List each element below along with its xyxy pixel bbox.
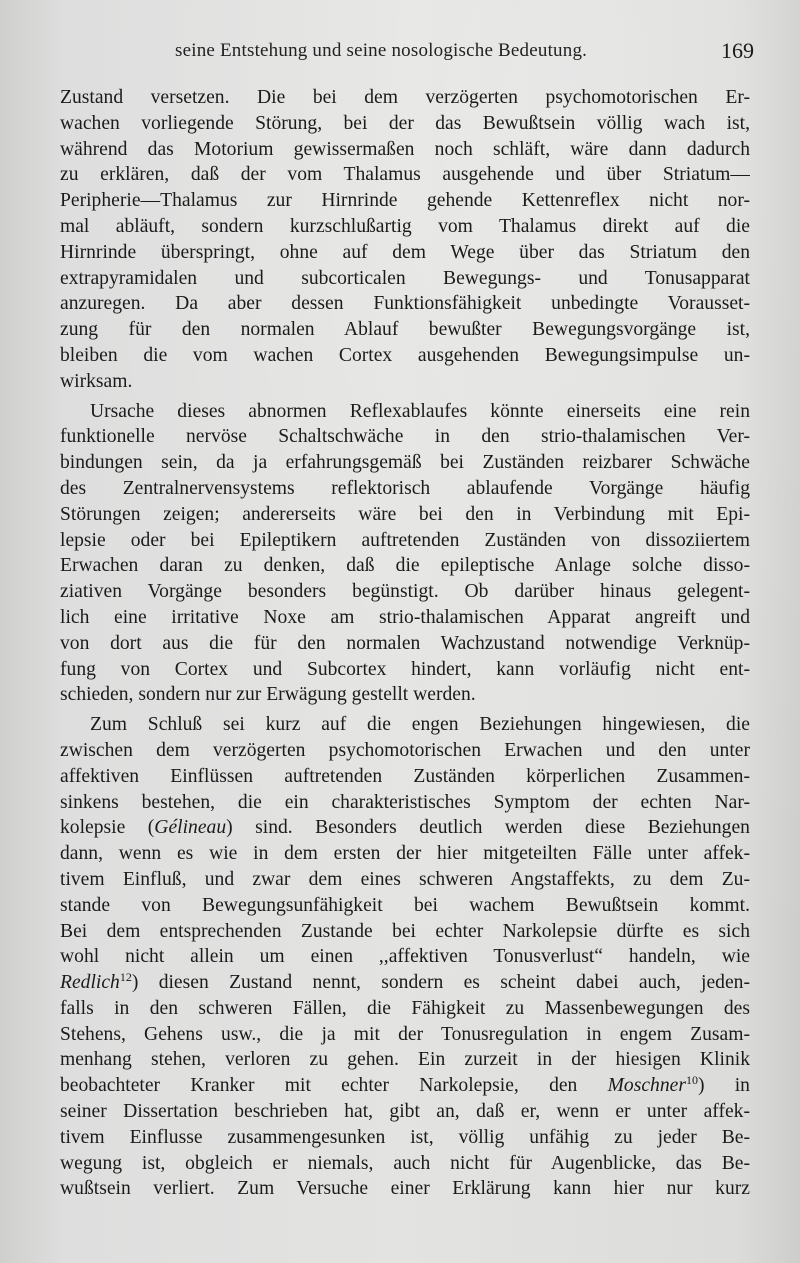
text-line: seiner Dissertation beschrieben hat, gibt an, daß er, wenn er unter affek-: [60, 1101, 750, 1123]
text-line: wirksam.: [60, 370, 133, 392]
text-line: [60, 815, 750, 841]
paragraph-1: [60, 85, 750, 395]
text-line: Zustand versetzen. Die bei dem verzögerten psychomotorischen Er-: [60, 87, 750, 108]
text-line: fung von Cortex und Subcortex hindert, kann vorläufig nicht ent-: [60, 658, 750, 680]
text-line: menhang stehen, verloren zu gehen. Ein zurzeit in der hiesigen Klinik: [60, 1049, 750, 1071]
text-line: Ursache dieses abnormen Reflexablaufes könnte einerseits eine rein: [90, 400, 750, 422]
text-fragment: beobachteter Kranker mit echter Narkolepsie, den: [60, 1075, 608, 1097]
text-fragment: kolepsie (: [60, 817, 155, 839]
text-line: anzuregen. Da aber dessen Funktionsfähigkeit unbedingte Vorausset-: [60, 293, 750, 315]
paragraph-3: [60, 712, 750, 1202]
text-line: Störungen zeigen; andererseits wäre bei den in Verbindung mit Epi-: [60, 503, 750, 525]
text-line: ziativen Vorgänge besonders begünstigt. Ob darüber hinaus gelegent-: [60, 581, 750, 603]
text-line: lepsie oder bei Epileptikern auftretenden Zuständen von dissoziiertem: [60, 529, 750, 551]
text-line: zung für den normalen Ablauf bewußter Bewegungsvorgänge ist,: [60, 319, 750, 341]
running-head: seine Entstehung und seine nosologische Bedeutung.: [175, 40, 588, 61]
reference-number: 10: [685, 1073, 698, 1088]
text-line: tivem Einflusse zusammengesunken ist, völlig unfähig zu jeder Be-: [60, 1126, 750, 1148]
text-line: des Zentralnervensystems reflektorisch ablaufende Vorgänge häufig: [60, 477, 750, 499]
text-line: zu erklären, daß der vom Thalamus ausgehende und über Striatum—: [60, 164, 750, 186]
page-number: 169: [721, 38, 754, 63]
text-line: sinkens bestehen, die ein charakteristisches Symptom der echten Nar-: [60, 791, 750, 813]
text-line: stande von Bewegungsunfähigkeit bei wachem Bewußtsein kommt.: [60, 894, 750, 916]
text-line: dann, wenn es wie in dem ersten der hier mitgeteilten Fälle unter affek-: [60, 843, 750, 865]
text-line: affektiven Einflüssen auftretenden Zuständen körperlichen Zusammen-: [60, 765, 750, 787]
text-line: Zum Schluß sei kurz auf die engen Beziehungen hingewiesen, die: [90, 714, 750, 736]
text-line: funktionelle nervöse Schaltschwäche in den strio-thalamischen Ver-: [60, 426, 750, 448]
author-name-gelineau: Gélineau: [154, 817, 227, 839]
reference-number: 12: [119, 970, 132, 985]
text-line: falls in den schweren Fällen, die Fähigkeit zu Massenbewegungen des: [60, 997, 750, 1019]
text-line: schieden, sondern nur zur Erwägung gestellt werden.: [60, 684, 476, 706]
text-line: Erwachen daran zu denken, daß die epileptische Anlage solche disso-: [60, 555, 750, 577]
text-line: [60, 970, 750, 996]
text-line: wohl nicht allein um einen ,,affektiven Tonusverlust“ handeln, wie: [60, 946, 750, 968]
author-name-redlich: Redlich: [60, 972, 120, 994]
text-line: wegung ist, obgleich er niemals, auch nicht für Augenblicke, das Be-: [60, 1152, 750, 1174]
text-line: zwischen dem verzögerten psychomotorischen Erwachen und den unter: [60, 739, 750, 761]
text-line: extrapyramidalen und subcorticalen Bewegungs- und Tonusapparat: [60, 267, 750, 289]
text-line: bleiben die vom wachen Cortex ausgehenden Bewegungsimpulse un-: [60, 344, 750, 366]
paragraph-2: [60, 399, 750, 709]
text-line: Peripherie—Thalamus zur Hirnrinde gehende Kettenreflex nicht nor-: [60, 190, 750, 212]
page-header: [60, 38, 754, 68]
text-line: tivem Einfluß, und zwar dem eines schweren Angstaffekts, zu dem Zu-: [60, 868, 750, 890]
text-fragment: ) in: [697, 1075, 750, 1097]
text-line: mal abläuft, sondern kurzschlußartig vom Thalamus direkt auf die: [60, 215, 750, 237]
text-line: Stehens, Gehens usw., die ja mit der Tonusregulation in engem Zusam-: [60, 1023, 750, 1045]
text-fragment: ) diesen Zustand nennt, sondern es scheint dabei auch, jeden-: [131, 972, 750, 994]
text-line: während das Motorium gewissermaßen noch schläft, wäre dann dadurch: [60, 138, 750, 160]
text-line: wußtsein verliert. Zum Versuche einer Erklärung kann hier nur kurz: [60, 1178, 750, 1200]
text-line: [60, 1073, 750, 1099]
text-line: Hirnrinde überspringt, ohne auf dem Wege über das Striatum den: [60, 241, 750, 263]
text-line: bindungen sein, da ja erfahrungsgemäß bei Zuständen reizbarer Schwäche: [60, 452, 750, 474]
author-name-moschner: Moschner: [607, 1075, 686, 1097]
text-line: von dort aus die für den normalen Wachzustand notwendige Verknüp-: [60, 632, 750, 654]
text-fragment: ) sind. Besonders deutlich werden diese Beziehungen: [226, 817, 750, 839]
text-line: Bei dem entsprechenden Zustande bei echter Narkolepsie dürfte es sich: [60, 920, 750, 942]
text-line: lich eine irritative Noxe am strio-thalamischen Apparat angreift und: [60, 606, 750, 628]
body-text: [60, 85, 750, 1202]
text-line: wachen vorliegende Störung, bei der das Bewußtsein völlig wach ist,: [60, 112, 750, 134]
